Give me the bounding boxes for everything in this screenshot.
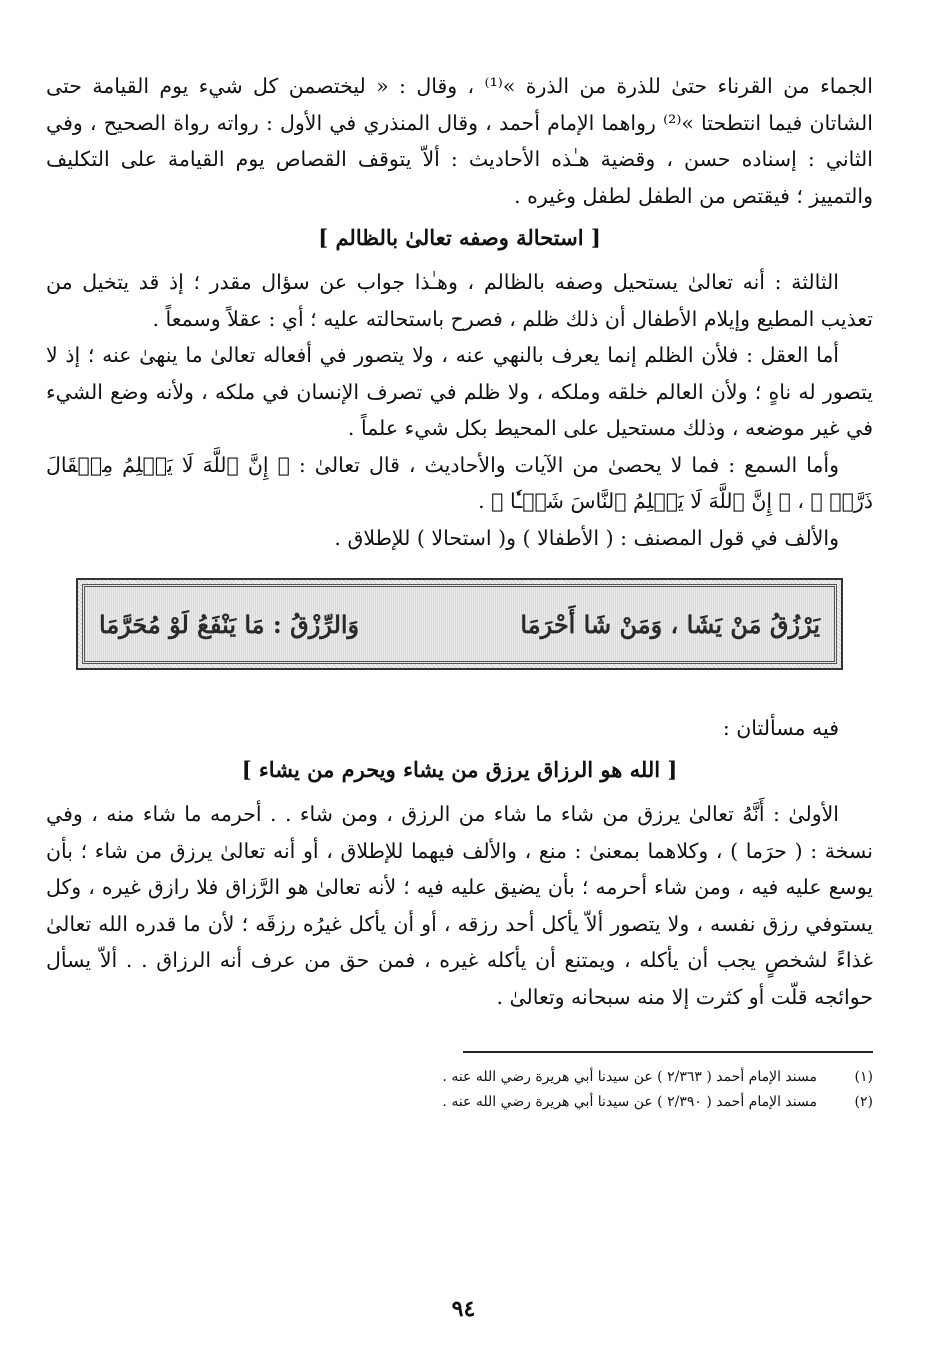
footnote-text: مسند الإمام أحمد ( ٢/٣٦٣ ) عن سيدنا أبي هريرة رضي الله عنه . xyxy=(442,1069,817,1085)
section-heading-provider: [ الله هو الرزاق يرزق من يشاء ويحرم من يشاء ] xyxy=(241,757,678,782)
poem-verse-frame xyxy=(76,578,843,670)
paragraph-scripture: وأما السمع : فما لا يحصىٰ من الآيات والأحاديث ، قال تعالىٰ : ﴿ إِنَّ ٱللَّهَ لَا يَظۡلِمُ مِثۡقَالَ ذَرَّةٖ ﴾ ، ﴿ إِنَّ ٱللَّهَ لَا يَظۡلِمُ ٱلنَّاسَ شَيۡـٔٗا ﴾ . xyxy=(46,452,873,513)
footnote-text: مسند الإمام أحمد ( ٢/٣٩٠ ) عن سيدنا أبي هريرة رضي الله عنه . xyxy=(442,1094,817,1110)
poem-verse xyxy=(82,584,837,664)
paragraph-hadith-continuation: الجماء من القرناء حتىٰ للذرة من الذرة »⁽¹⁾ ، وقال : « ليختصمن كل شيء يوم القيامة حتى الشاتان فيما انتطحتا »⁽²⁾ رواهما الإمام أحمد ، وقال المنذري في الأول : رواته رواة الصحيح ، وفي الثاني : إسناده حسن ، وقضية هـٰذه الأحاديث : ألاّ يتوقف القصاص يوم القيامة على التكليف والتمييز ؛ فيقتص من الطفل لطفل وغيره . xyxy=(46,74,873,208)
issues-intro: فيه مسألتان : xyxy=(722,716,839,740)
footnotes xyxy=(46,1065,873,1115)
footnote-item xyxy=(46,1090,873,1115)
page-number: ٩٤ xyxy=(451,1296,476,1322)
footnote-divider xyxy=(463,1051,873,1053)
footnote-number: (٢) xyxy=(854,1094,873,1110)
verse-right-hemistich: يَرْزُقُ مَنْ يَشَا ، وَمَنْ شَا أَحْرَمَا xyxy=(520,609,820,639)
footnote-item xyxy=(46,1065,873,1090)
footnote-number: (١) xyxy=(854,1069,873,1085)
paragraph-first-issue: الأولىٰ : أَنَّهُ تعالىٰ يرزق من شاء ما شاء من الرزق ، ومن شاء . . أحرمه ما شاء منه ، وفي نسخة : ( حرَما ) ، وكلاهما بمعنىٰ : منع ، والألف فيهما للإطلاق ، أو أنه تعالىٰ يرزق من شاء ؛ بأن يوسع عليه فيه ، ومن شاء أحرمه ؛ بأن يضيق عليه فيه ؛ لأنه تعالىٰ هو الرَّزاق فلا رازق غيره ، وكل يستوفي رزق نفسه ، ولا يتصور ألاّ يأكل أحد رزقه ، أو أن يأكل غيرُه رزقَه ؛ لأن ما قدره الله تعالىٰ غذاءً لشخصٍ يجب أن يأكله ، ويمتنع أن يأكله غيره ، فمن حق من عرف أنه الرزاق . . ألاّ يسأل حوائجه قلّت أو كثرت إلا منه سبحانه وتعالىٰ . xyxy=(46,802,873,1009)
paragraph-alif-note: والألف في قول المصنف : ( الأطفالا ) و( استحالا ) للإطلاق . xyxy=(334,525,839,550)
paragraph-third-point: الثالثة : أنه تعالىٰ يستحيل وصفه بالظالم ، وهـٰذا جواب عن سؤال مقدر ؛ إذ قد يتخيل من تعذيب المطيع وإيلام الأطفال أن ذلك ظلم ، فصرح باستحالته عليه ؛ أي : عقلاً وسمعاً . xyxy=(46,270,873,331)
verse-left-hemistich: وَالرِّزْقُ : مَا يَنْفَعُ لَوْ مُحَرَّمَا xyxy=(99,609,360,639)
section-heading-injustice: [ استحالة وصفه تعالىٰ بالظالم ] xyxy=(318,225,601,250)
paragraph-reason: أما العقل : فلأن الظلم إنما يعرف بالنهي عنه ، ولا يتصور في أفعاله تعالىٰ ما ينهىٰ عنه ؛ إذ لا يتصور له ناهٍ ؛ ولأن العالم خلقه وملكه ، ولا ظلم في تصرف الإنسان في ملكه ، ولأنه وضع الشيء في غير موضعه ، وذلك مستحيل على المحيط بكل شيء علماً . xyxy=(46,343,873,440)
